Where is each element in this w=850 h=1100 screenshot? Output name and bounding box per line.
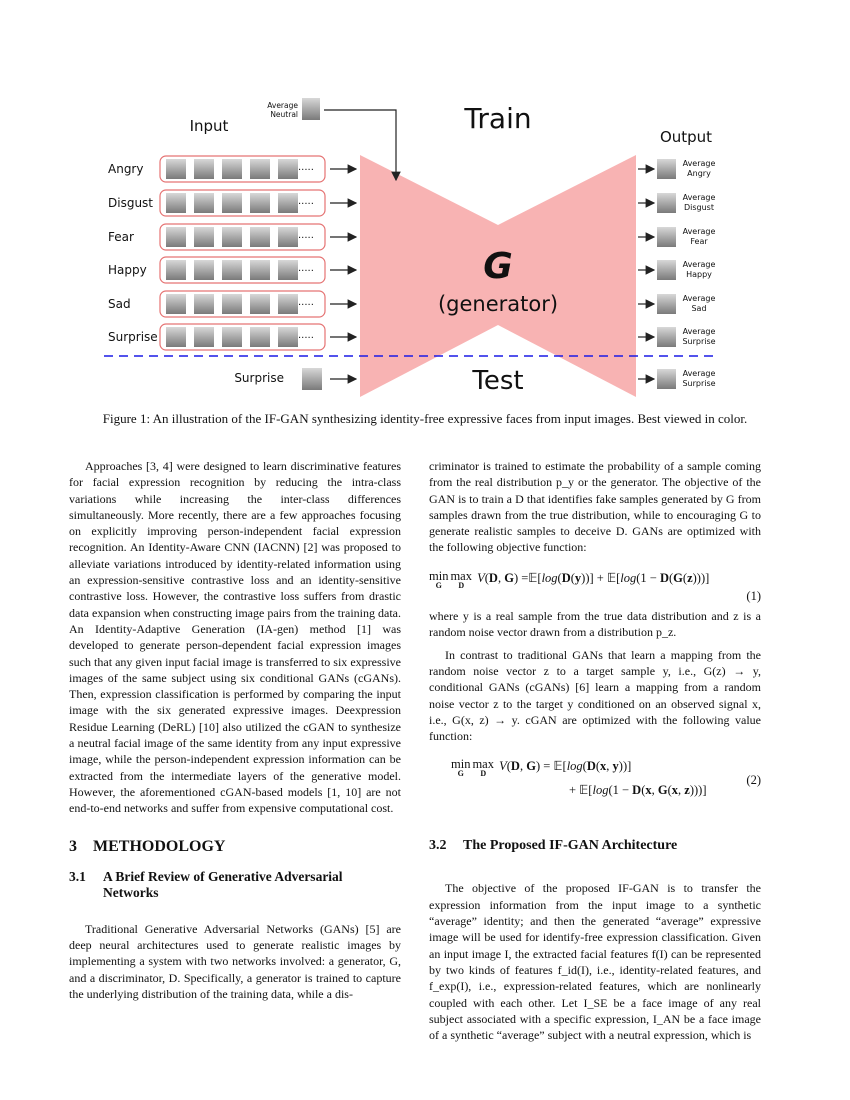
input-face-sad xyxy=(194,294,214,314)
equation-1: min G max D V(D, G) =𝔼[log(D(y))] + 𝔼[log(1 − D(G(z)))] (1) xyxy=(429,568,761,603)
input-face-happy xyxy=(222,260,242,280)
output-label-line2-sad: Sad xyxy=(691,304,707,313)
subsection-3-1-number: 3.1 xyxy=(69,868,86,884)
equation-2: min G max D V(D, G) = 𝔼[log(D(x, y))] + 𝔼[log(1 − D(x, G(x, z)))] (2) xyxy=(451,757,761,798)
generator-label: (generator) xyxy=(437,292,559,316)
input-face-disgust xyxy=(166,193,186,213)
section-3-title: METHODOLOGY xyxy=(93,837,226,855)
row-label-happy: Happy xyxy=(108,263,147,277)
right-paragraph-2: where y is a real sample from the true data distribution and z is a random noise vector drawn from a distribution p_z. xyxy=(429,609,761,640)
left-paragraph-1: Approaches [3, 4] were designed to learn discriminative features for facial expression recognition by reducing the intra-class variations while increasing the inter-class differences simultaneously. More recently, there are a few approaches focusing on explicitly improving person-independent facial expression recognition. An Identity-Aware CNN (IACNN) [2] was proposed to alleviate variations introduced by identity-related information using an expression-sensitive contrastive loss and an identity-sensitive contrastive loss. However, the contrastive loss suffers from drastic data expansion when constructing image pairs from the training data. An Identity-Adaptive Generation (IA-gen) method [1] was developed to generate person-dependent facial expression images such that any given input facial image is transferred to six expressive images of the same subject using six conditional GANs (cGANs). Then, expression classification is performed by comparing the input image with the six generated expressive images. Deexpression Residue Learning (DeRL) [10] also utilized the cGAN to synthesize a neutral facial image of the same identity from any input expressive image, while the person-independent expression information can be extracted from the intermediate layers of the generative model. However, the aforementioned cGAN-based models [1, 10] are not end-to-end networks and suffer from expensive computational cost. xyxy=(69,459,401,816)
train-label: Train xyxy=(464,102,532,135)
input-face-surprise xyxy=(166,327,186,347)
input-face-surprise xyxy=(194,327,214,347)
subsection-3-2-heading xyxy=(429,838,761,854)
output-label-line1-angry: Average xyxy=(682,159,716,168)
test-label: Test xyxy=(472,366,524,396)
output-label-line1-surprise: Average xyxy=(682,327,716,336)
section-3-heading xyxy=(69,839,401,855)
avg-neutral-line1: Average xyxy=(267,101,298,110)
output-label-line1-fear: Average xyxy=(682,227,716,236)
subsection-3-1-heading xyxy=(69,869,401,901)
equation-1-number: (1) xyxy=(746,588,761,603)
input-label: Input xyxy=(189,117,229,135)
input-face-disgust xyxy=(278,193,298,213)
output-face-surprise xyxy=(657,327,676,347)
test-output-line2: Surprise xyxy=(682,379,716,388)
output-face-angry xyxy=(657,159,676,179)
row-dots-fear: ····· xyxy=(298,233,314,244)
row-dots-happy: ····· xyxy=(298,266,314,277)
row-label-sad: Sad xyxy=(108,297,131,311)
output-face-disgust xyxy=(657,193,676,213)
input-face-happy xyxy=(194,260,214,280)
subsection-3-2-number: 3.2 xyxy=(429,838,447,854)
output-face-sad xyxy=(657,294,676,314)
right-paragraph-3: In contrast to traditional GANs that learn a mapping from the random noise vector z to a target sample y, i.e., G(z) → y, conditional GANs (cGANs) [6] learn a mapping from a random noise vector z to the target y conditioned on an observed signal x, i.e., G(x, z) → y. cGAN are optimized with the following value function: xyxy=(429,647,761,744)
row-label-angry: Angry xyxy=(108,162,144,176)
input-face-surprise xyxy=(278,327,298,347)
figure-1 xyxy=(0,0,850,410)
row-dots-surprise: ····· xyxy=(298,333,314,344)
input-face-sad xyxy=(166,294,186,314)
input-face-angry xyxy=(222,159,242,179)
left-column xyxy=(69,458,401,1002)
output-label-line2-fear: Fear xyxy=(690,237,708,246)
input-face-angry xyxy=(194,159,214,179)
left-paragraph-2: Traditional Generative Adversarial Networks (GANs) [5] are deep neural architectures used to generate realistic images by implementing a system with two networks involved: a generator, G, and a discriminator, D. Specifically, a generator is trained to capture the underlying distribution of the training data, while a dis- xyxy=(69,921,401,1002)
row-label-fear: Fear xyxy=(108,230,134,244)
output-face-fear xyxy=(657,227,676,247)
test-input-face xyxy=(302,368,322,390)
subsection-3-1-title: A Brief Review of Generative Adversarial Networks xyxy=(103,868,343,900)
avg-neutral-line2: Neutral xyxy=(270,110,298,119)
input-face-surprise xyxy=(222,327,242,347)
input-face-disgust xyxy=(194,193,214,213)
output-label-line2-disgust: Disgust xyxy=(683,203,715,212)
output-label: Output xyxy=(659,128,713,146)
test-input-label: Surprise xyxy=(234,371,284,385)
generator-symbol: G xyxy=(483,246,513,287)
figure-caption: Figure 1: An illustration of the IF-GAN synthesizing identity-free expressive faces from input images. Best viewed in color. xyxy=(102,411,748,426)
row-dots-angry: ····· xyxy=(298,165,314,176)
input-face-disgust xyxy=(222,193,242,213)
output-label-line1-sad: Average xyxy=(682,294,716,303)
input-face-angry xyxy=(250,159,270,179)
input-face-happy xyxy=(250,260,270,280)
input-face-disgust xyxy=(250,193,270,213)
row-label-surprise: Surprise xyxy=(108,330,158,344)
input-face-angry xyxy=(278,159,298,179)
input-face-sad xyxy=(250,294,270,314)
right-paragraph-1: criminator is trained to estimate the probability of a sample coming from the real distribution p_y or the generator. The objective of the GAN is to train a D that identifies fake samples generated by G from samples drawn from the true distribution, while to encouraging G to generate realistic samples to deceive D. GANs are optimized with the following objective function: xyxy=(429,459,761,555)
right-column xyxy=(429,458,761,1043)
input-face-sad xyxy=(222,294,242,314)
right-paragraph-4: The objective of the proposed IF-GAN is to transfer the expression information from the input image to a synthetic “average” identity; and then the generated “average” expressive image will be used for identify-free expression classification. Given an input image I, the extracted facial features f(I) can be represented by two kinds of features f_id(I), i.e., identity-related features, and f_exp(I), i.e., expression-related features, which are nonlinearly coupled with each other. Let I_SE be a face image of any real subject associated with a specific expression, I_AN be a face image of a synthetic “average” subject with a neutral expression, which is xyxy=(429,881,761,1043)
input-face-surprise xyxy=(250,327,270,347)
input-face-fear xyxy=(166,227,186,247)
test-output-line1: Average xyxy=(682,369,716,378)
row-dots-sad: ····· xyxy=(298,300,314,311)
equation-2-number: (2) xyxy=(746,773,761,788)
output-label-line1-disgust: Average xyxy=(682,193,716,202)
subsection-3-2-title: The Proposed IF-GAN Architecture xyxy=(463,838,678,854)
input-face-angry xyxy=(166,159,186,179)
section-3-number: 3 xyxy=(69,837,77,855)
output-label-line2-angry: Angry xyxy=(687,169,711,178)
avg-neutral-face xyxy=(302,98,320,120)
input-face-fear xyxy=(222,227,242,247)
input-face-happy xyxy=(166,260,186,280)
output-label-line2-surprise: Surprise xyxy=(682,337,716,346)
input-face-sad xyxy=(278,294,298,314)
output-label-line1-happy: Average xyxy=(682,260,716,269)
input-face-fear xyxy=(194,227,214,247)
input-face-fear xyxy=(278,227,298,247)
input-face-fear xyxy=(250,227,270,247)
row-dots-disgust: ····· xyxy=(298,199,314,210)
output-face-happy xyxy=(657,260,676,280)
input-face-happy xyxy=(278,260,298,280)
test-output-face xyxy=(657,369,676,389)
output-label-line2-happy: Happy xyxy=(686,270,712,279)
row-label-disgust: Disgust xyxy=(108,196,154,210)
